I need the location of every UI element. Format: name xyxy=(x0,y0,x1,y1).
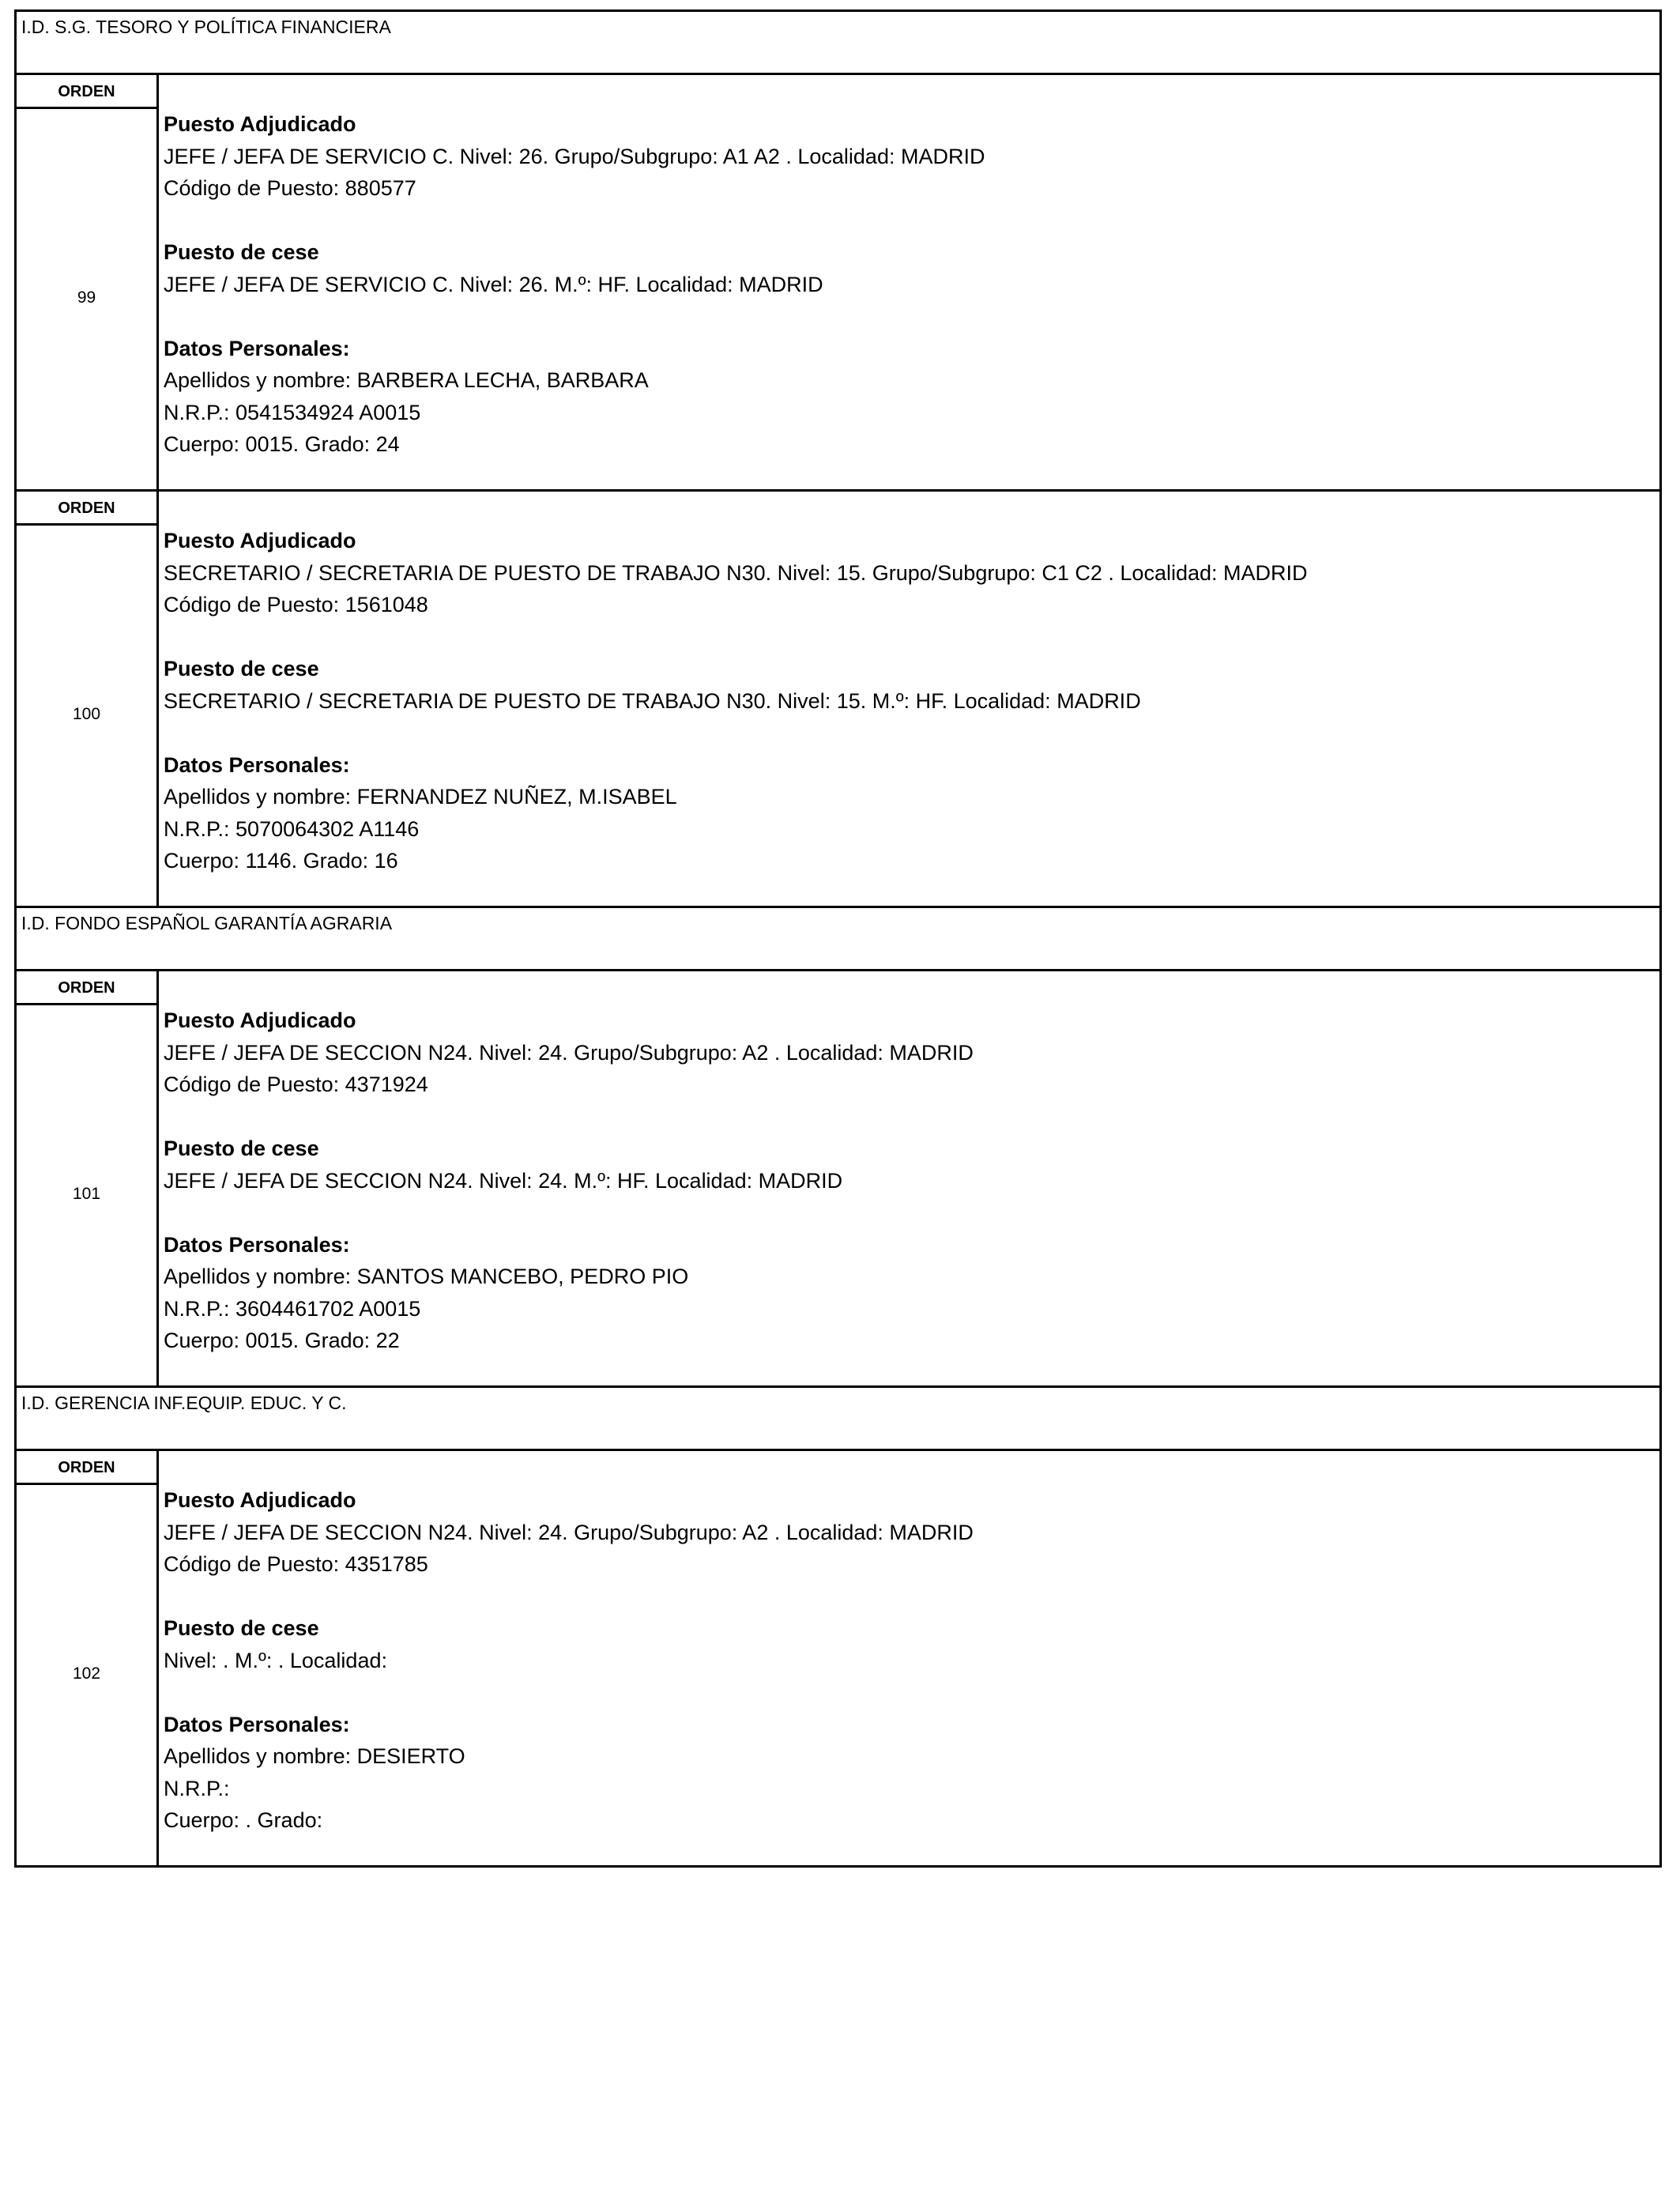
cuerpo-grado: Cuerpo: 1146. Grado: 16 xyxy=(164,849,398,873)
section-header: I.D. FONDO ESPAÑOL GARANTÍA AGRARIA xyxy=(17,908,1659,971)
codigo-puesto: Código de Puesto: 4351785 xyxy=(164,1552,428,1576)
adjudicado-title: Puesto Adjudicado xyxy=(164,529,356,552)
adjudicado-line: SECRETARIO / SECRETARIA DE PUESTO DE TRABAJO N30. Nivel: 15. Grupo/Subgrupo: C1 C2 . Localidad: MADRID xyxy=(164,560,1308,585)
codigo-puesto: Código de Puesto: 1561048 xyxy=(164,593,428,616)
orden-cell xyxy=(17,75,159,489)
datos-title: Datos Personales: xyxy=(164,1712,350,1736)
record-details xyxy=(159,492,1659,906)
record-row xyxy=(17,971,1659,1388)
orden-number: 101 xyxy=(72,1185,101,1203)
cese-line: Nivel: . M.º: . Localidad: xyxy=(164,1648,387,1672)
cuerpo-grado: Cuerpo: 0015. Grado: 22 xyxy=(164,1329,400,1352)
section-header: I.D. GERENCIA INF.EQUIP. EDUC. Y C. xyxy=(17,1388,1659,1451)
orden-number: 102 xyxy=(72,1664,101,1683)
orden-label: ORDEN xyxy=(17,1451,156,1485)
record-details xyxy=(159,75,1659,489)
cese-title: Puesto de cese xyxy=(164,657,319,680)
orden-label: ORDEN xyxy=(17,971,156,1005)
nrp: N.R.P.: 5070064302 A1146 xyxy=(164,816,420,841)
record-row xyxy=(17,75,1659,492)
cuerpo-grado: Cuerpo: . Grado: xyxy=(164,1808,323,1832)
orden-label: ORDEN xyxy=(17,75,156,109)
orden-cell xyxy=(17,971,159,1385)
adjudicado-line: JEFE / JEFA DE SECCION N24. Nivel: 24. Grupo/Subgrupo: A2 . Localidad: MADRID xyxy=(164,1520,974,1544)
cuerpo-grado: Cuerpo: 0015. Grado: 24 xyxy=(164,432,400,456)
adjudicado-title: Puesto Adjudicado xyxy=(164,112,356,136)
nombre: Apellidos y nombre: BARBERA LECHA, BARBARA xyxy=(164,368,649,392)
nombre: Apellidos y nombre: FERNANDEZ NUÑEZ, M.ISABEL xyxy=(164,785,677,809)
record-row xyxy=(17,492,1659,908)
datos-title: Datos Personales: xyxy=(164,1232,350,1257)
cese-line: SECRETARIO / SECRETARIA DE PUESTO DE TRABAJO N30. Nivel: 15. M.º: HF. Localidad: MADRID xyxy=(164,688,1141,713)
orden-number: 100 xyxy=(72,705,101,723)
record-details xyxy=(159,971,1659,1385)
record-row xyxy=(17,1451,1659,1865)
orden-number: 99 xyxy=(77,288,96,307)
nombre: Apellidos y nombre: DESIERTO xyxy=(164,1744,465,1768)
datos-title: Datos Personales: xyxy=(164,752,350,777)
orden-cell xyxy=(17,1451,159,1865)
adjudicado-line: JEFE / JEFA DE SERVICIO C. Nivel: 26. Grupo/Subgrupo: A1 A2 . Localidad: MADRID xyxy=(164,144,985,168)
nrp: N.R.P.: xyxy=(164,1776,230,1800)
adjudicado-line: JEFE / JEFA DE SECCION N24. Nivel: 24. Grupo/Subgrupo: A2 . Localidad: MADRID xyxy=(164,1040,974,1065)
cese-line: JEFE / JEFA DE SERVICIO C. Nivel: 26. M.º: HF. Localidad: MADRID xyxy=(164,272,823,296)
cese-line: JEFE / JEFA DE SECCION N24. Nivel: 24. M.º: HF. Localidad: MADRID xyxy=(164,1168,843,1193)
nrp: N.R.P.: 0541534924 A0015 xyxy=(164,400,421,424)
nrp: N.R.P.: 3604461702 A0015 xyxy=(164,1296,421,1321)
cese-title: Puesto de cese xyxy=(164,1137,319,1160)
cese-title: Puesto de cese xyxy=(164,240,319,264)
orden-label: ORDEN xyxy=(17,492,156,526)
orden-cell xyxy=(17,492,159,906)
document-table xyxy=(14,9,1662,1868)
datos-title: Datos Personales: xyxy=(164,336,350,360)
section-header: I.D. S.G. TESORO Y POLÍTICA FINANCIERA xyxy=(17,12,1659,75)
codigo-puesto: Código de Puesto: 4371924 xyxy=(164,1072,428,1096)
nombre: Apellidos y nombre: SANTOS MANCEBO, PEDRO PIO xyxy=(164,1265,689,1288)
cese-title: Puesto de cese xyxy=(164,1616,319,1640)
codigo-puesto: Código de Puesto: 880577 xyxy=(164,176,416,200)
adjudicado-title: Puesto Adjudicado xyxy=(164,1488,356,1512)
record-details xyxy=(159,1451,1659,1865)
adjudicado-title: Puesto Adjudicado xyxy=(164,1008,356,1032)
